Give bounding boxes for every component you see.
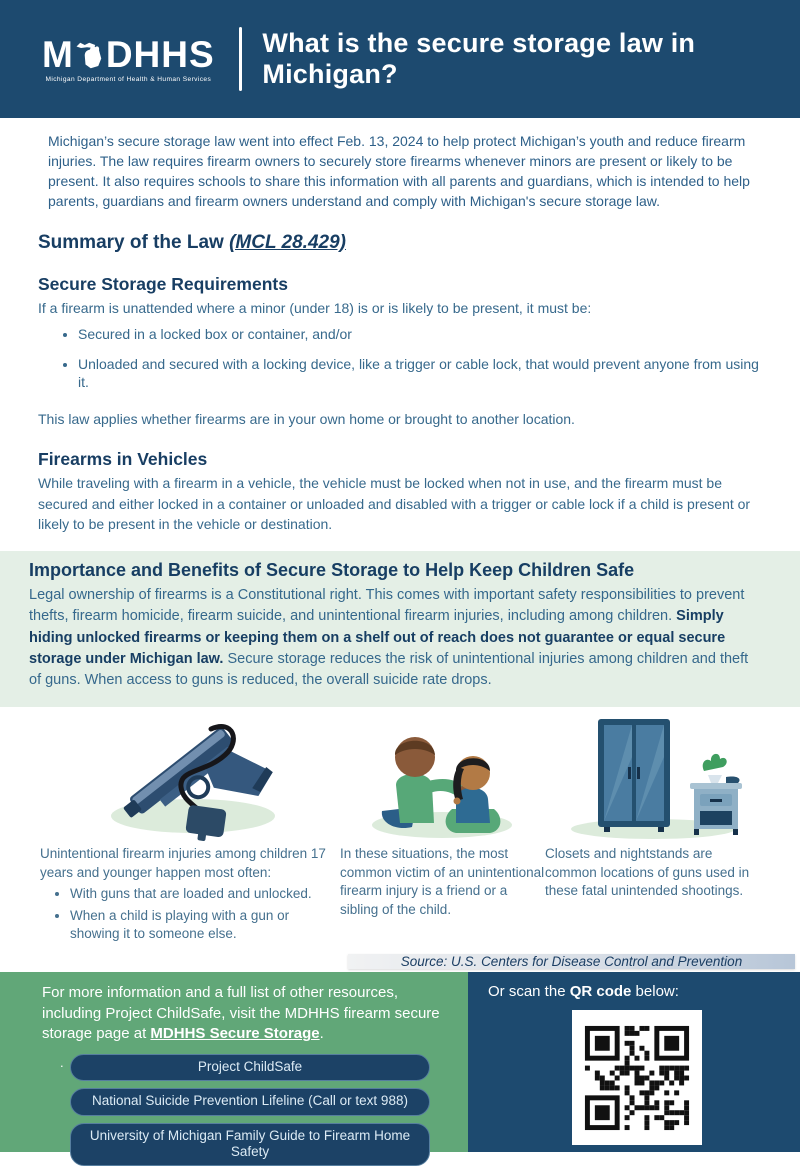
importance-band [0,551,800,707]
logo-tagline: Michigan Department of Health & Human Services [45,75,212,83]
intro-paragraph: Michigan’s secure storage law went into effect Feb. 13, 2024 to help protect Michigan’s youth and reduce firearm injuries. The law requires firearm owners to securely store firearms whenever minors are present or likely to be present. It also requires schools to share this information with all parents and guardians, which is intended to help parents, guardians and firearm owners understand and comply with Michigan's secure storage law. [48,133,750,210]
vehicles-body: While traveling with a firearm in a vehicle, the vehicle must be locked when not in use, and the firearm must be secured and either locked in a container or unloaded and disabled with a trigger or cable lock if a child is present or likely to be present in the vehicle or destination. [38,475,751,532]
fact-list-unintentional [70,885,340,946]
requirements-bullet: • Unloaded and secured with a locking device, like a trigger or cable lock, that would prevent anyone from using it. [78,355,770,391]
suicide-lifeline-button[interactable]: National Suicide Prevention Lifeline (Call or text 988) [70,1088,430,1115]
project-childsafe-button[interactable]: Project ChildSafe [70,1054,430,1081]
umich-family-guide-button[interactable]: University of Michigan Family Guide to Firearm Home Safety [70,1123,430,1166]
logo-letters-dhhs: DHHS [105,33,215,75]
footer-resources-panel [0,972,468,1159]
fact-column-unintentional [40,711,340,946]
page-title: What is the secure storage law in Michigan? [262,28,696,89]
importance-body [29,585,755,692]
fact-column-locations [545,711,760,946]
requirements-bullet: • Secured in a locked box or container, and/or [78,325,770,343]
footer-info-part2: . [319,1025,324,1043]
fact-text-locations: Closets and nightstands are common locations of guns used in these fatal unintended shootings. [545,845,750,899]
qr-caption-part1: Or scan the [488,983,570,1001]
fact-columns [0,707,800,946]
importance-body-bold: Simply hiding unlocked firearms or keeping them on a shelf out of reach does not guarantee or equal secure storage under Michigan law. [29,608,726,668]
source-text: Source: U.S. Centers for Disease Control and Prevention [400,954,743,970]
cable-locked-gun-icon [40,711,340,839]
summary-heading-text: Summary of the Law [38,232,230,254]
vehicles-heading: Firearms in Vehicles [38,449,208,470]
mcl-law-link[interactable]: (MCL 28.429) [229,232,346,254]
two-children-icon [340,711,545,839]
requirements-list [78,325,770,402]
michigan-mitten-icon [75,37,105,71]
fact-lead-unintentional: Unintentional firearm injuries among children 17 years and younger happen most often: [40,845,326,880]
qr-caption [488,983,800,1000]
importance-body-part1: Legal ownership of firearms is a Constitutional right. This comes with important safety responsibilities to prevent thefts, firearm homicide, firearm suicide, and unintentional firearm injuries, including among children. [29,587,745,625]
qr-caption-part2: below: [631,983,679,1001]
mdhhs-logo [42,33,215,83]
importance-heading: Importance and Benefits of Secure Storage to Help Keep Children Safe [29,560,635,581]
fact-text-victims: In these situations, the most common victim of an unintentional firearm injury is a friend or a sibling of the child. [340,845,545,918]
header-banner [0,0,800,118]
fact-bullet: • With guns that are loaded and unlocked. [70,885,340,903]
qr-code [572,1010,702,1145]
stray-period: . [60,1055,64,1071]
logo-letter-m: M [42,33,74,75]
requirements-heading: Secure Storage Requirements [38,274,288,295]
source-bar [348,954,795,969]
footer [0,972,800,1159]
summary-heading [38,232,800,254]
footer-info-part1: For more information and a full list of other resources, including Project ChildSafe, visit the MDHHS firearm secure storage page at [42,984,440,1043]
closet-nightstand-icon [545,711,760,839]
requirements-lead: If a firearm is unattended where a minor (under 18) is or is likely to be present, it must be: [38,300,592,317]
footer-info-text [42,983,452,1045]
footer-qr-panel [468,972,800,1152]
resource-button-stack [70,1054,430,1166]
fact-column-victims [340,711,545,946]
qr-caption-bold: QR code [569,983,632,1001]
fact-bullet: • When a child is playing with a gun or showing it to someone else. [70,907,340,943]
requirements-note: This law applies whether firearms are in your own home or brought to another location. [38,410,575,427]
mdhhs-secure-storage-link[interactable]: MDHHS Secure Storage [150,1025,320,1043]
importance-body-part2: Secure storage reduces the risk of unintentional injuries among children and theft of guns. When access to guns is reduced, the overall suicide rate drops. [29,651,749,689]
header-divider [239,27,243,91]
